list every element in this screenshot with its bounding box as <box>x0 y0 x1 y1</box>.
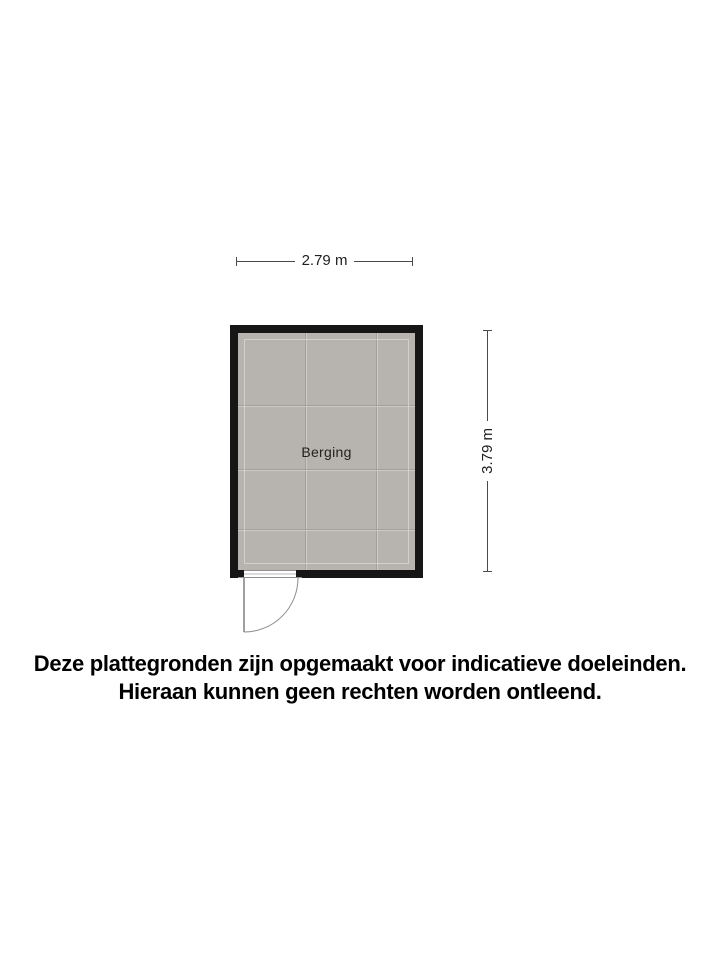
dimension-width <box>236 253 413 269</box>
door-jamb <box>296 570 302 577</box>
dimension-line <box>487 331 488 421</box>
door-symbol <box>230 560 320 640</box>
dimension-tick <box>412 257 413 266</box>
door-jamb <box>238 570 244 577</box>
room-label: Berging <box>301 443 352 460</box>
dimension-height <box>479 330 496 572</box>
dimension-line <box>487 481 488 571</box>
dimension-width-label: 2.79 m <box>301 252 348 269</box>
dimension-line <box>354 261 412 262</box>
dimension-height-label: 3.79 m <box>479 428 496 474</box>
door-swing-arc <box>244 578 298 632</box>
room-berging <box>230 325 423 578</box>
disclaimer-line-2: Hieraan kunnen geen rechten worden ontleend. <box>118 679 602 704</box>
room-floor <box>238 333 415 570</box>
disclaimer <box>0 650 720 706</box>
dimension-line <box>237 261 295 262</box>
dimension-tick <box>483 571 492 572</box>
disclaimer-line-1: Deze plattegronden zijn opgemaakt voor indicatieve doeleinden. <box>33 651 687 676</box>
